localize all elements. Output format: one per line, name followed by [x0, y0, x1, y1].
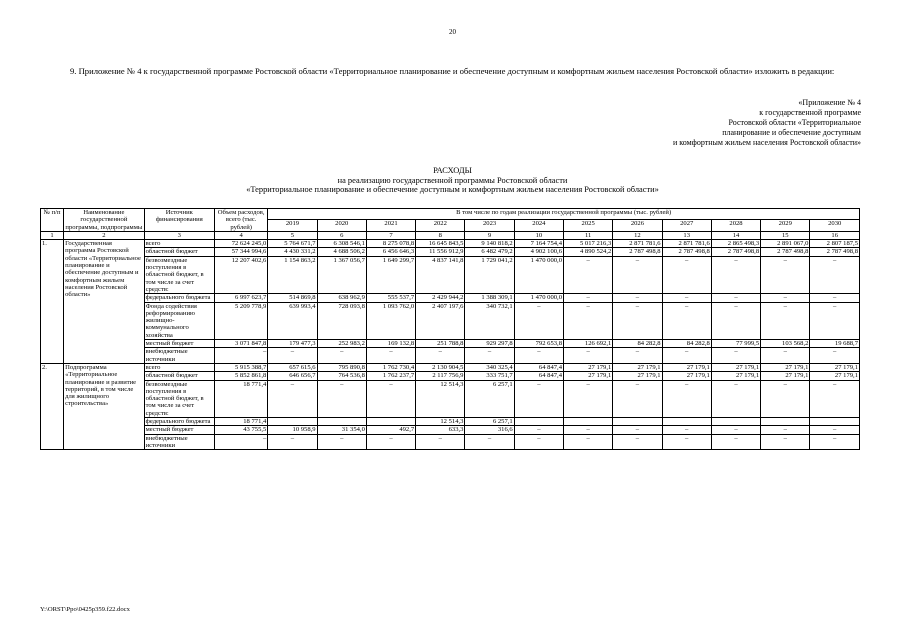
- year-amount: 2 429 944,2: [416, 294, 465, 302]
- table-row: [41, 363, 860, 371]
- header-year: 2021: [366, 220, 415, 231]
- header-year: 2024: [514, 220, 563, 231]
- year-amount: 6 257,1: [465, 380, 514, 417]
- year-amount: –: [317, 348, 366, 364]
- header-year: 2025: [564, 220, 613, 231]
- year-amount: –: [564, 426, 613, 434]
- year-amount: –: [810, 302, 860, 339]
- program-name: Государственная программа Ростовской области «Территориальное планирование и обеспечение доступным и комфортным жильем населения Ростовской области»: [64, 240, 144, 364]
- funding-source: безвозмездные поступления в областной бюджет, в том числе за счет средств:: [144, 256, 214, 293]
- year-amount: –: [514, 348, 563, 364]
- header-name: Наименование государственной программы, подпрограммы: [65, 209, 143, 231]
- year-amount: [613, 418, 662, 426]
- year-amount: 1 388 309,1: [465, 294, 514, 302]
- year-amount: –: [366, 434, 415, 450]
- column-index-cell: 12: [613, 231, 662, 239]
- year-amount: 6 257,1: [465, 418, 514, 426]
- year-amount: –: [662, 426, 711, 434]
- year-amount: –: [613, 294, 662, 302]
- year-amount: 251 788,8: [416, 340, 465, 348]
- column-index-cell: 9: [465, 231, 514, 239]
- year-amount: –: [416, 434, 465, 450]
- year-amount: 27 179,1: [613, 363, 662, 371]
- year-amount: –: [268, 348, 317, 364]
- header-by-years: В том числе по годам реализации государственной программы (тыс. рублей): [268, 209, 860, 220]
- year-amount: 633,3: [416, 426, 465, 434]
- appendix-line: Ростовской области «Территориальное: [728, 118, 861, 127]
- year-amount: –: [268, 380, 317, 417]
- funding-source: областной бюджет: [144, 248, 214, 256]
- total-amount: 12 207 402,6: [215, 256, 268, 293]
- year-amount: 1 762 237,7: [366, 372, 415, 380]
- year-amount: 2 787 498,8: [711, 248, 760, 256]
- year-amount: 2 891 067,0: [761, 240, 810, 248]
- year-amount: –: [711, 380, 760, 417]
- column-index-cell: 15: [761, 231, 810, 239]
- year-amount: 126 692,1: [564, 340, 613, 348]
- total-amount: 5 852 861,8: [215, 372, 268, 380]
- file-path-footer: Y:\ORST\Ppo\0425p359.f22.docx: [40, 606, 130, 613]
- total-amount: 43 755,5: [215, 426, 268, 434]
- year-amount: [317, 418, 366, 426]
- year-amount: –: [465, 434, 514, 450]
- year-amount: 2 787 498,8: [810, 248, 860, 256]
- document-title: [0, 166, 905, 195]
- funding-source: всего: [144, 240, 214, 248]
- year-amount: 929 297,8: [465, 340, 514, 348]
- header-total: Объем расходов, всего (тыс. рублей): [215, 209, 268, 232]
- year-amount: 27 179,1: [761, 363, 810, 371]
- year-amount: 27 179,1: [564, 363, 613, 371]
- year-amount: –: [564, 302, 613, 339]
- year-amount: 19 688,7: [810, 340, 860, 348]
- year-amount: 657 615,6: [268, 363, 317, 371]
- year-amount: –: [564, 380, 613, 417]
- column-index-cell: 1: [41, 231, 64, 239]
- appendix-line: и комфортным жильем населения Ростовской области»: [672, 138, 861, 147]
- year-amount: –: [711, 294, 760, 302]
- year-amount: 27 179,1: [711, 363, 760, 371]
- appendix-header: [601, 98, 861, 148]
- year-amount: –: [317, 380, 366, 417]
- year-amount: 2 865 498,3: [711, 240, 760, 248]
- year-amount: 11 556 912,9: [416, 248, 465, 256]
- year-amount: 1 367 056,7: [317, 256, 366, 293]
- year-amount: 340 325,4: [465, 363, 514, 371]
- year-amount: –: [662, 256, 711, 293]
- year-amount: –: [810, 294, 860, 302]
- year-amount: 639 993,4: [268, 302, 317, 339]
- table-row: [41, 348, 860, 364]
- year-amount: 492,7: [366, 426, 415, 434]
- year-amount: 77 999,5: [711, 340, 760, 348]
- year-amount: 4 902 100,6: [514, 248, 563, 256]
- year-amount: 4 890 524,2: [564, 248, 613, 256]
- year-amount: 2 787 498,8: [613, 248, 662, 256]
- year-amount: 728 093,8: [317, 302, 366, 339]
- year-amount: 6 482 479,2: [465, 248, 514, 256]
- year-amount: 8 275 078,8: [366, 240, 415, 248]
- year-amount: –: [465, 348, 514, 364]
- year-amount: 7 164 754,4: [514, 240, 563, 248]
- year-amount: –: [317, 434, 366, 450]
- year-amount: –: [761, 348, 810, 364]
- header-year: 2019: [268, 220, 317, 231]
- funding-source: безвозмездные поступления в областной бюджет, в том числе за счет средств:: [144, 380, 214, 417]
- year-amount: 2 130 904,5: [416, 363, 465, 371]
- year-amount: 333 751,7: [465, 372, 514, 380]
- year-amount: –: [761, 256, 810, 293]
- year-amount: –: [564, 256, 613, 293]
- year-amount: 5 764 671,7: [268, 240, 317, 248]
- year-amount: –: [564, 434, 613, 450]
- year-amount: –: [662, 302, 711, 339]
- year-amount: [711, 418, 760, 426]
- year-amount: 2 871 781,6: [613, 240, 662, 248]
- year-amount: 2 787 498,8: [761, 248, 810, 256]
- year-amount: –: [662, 294, 711, 302]
- column-index-cell: 6: [317, 231, 366, 239]
- year-amount: 1 470 000,0: [514, 294, 563, 302]
- column-index-cell: 13: [662, 231, 711, 239]
- year-amount: –: [514, 302, 563, 339]
- appendix-line: к государственной программе: [759, 108, 861, 117]
- program-name: Подпрограмма «Территориальное планирование и развитие территорий, в том числе для жилищного строительства»: [64, 363, 144, 449]
- column-index-cell: 14: [711, 231, 760, 239]
- column-index-cell: 3: [144, 231, 214, 239]
- intro-paragraph: 9. Приложение № 4 к государственной программе Ростовской области «Территориальное планирование и обеспечение доступным и комфортным жильем населения Ростовской области» изложить в редакции:: [70, 66, 835, 76]
- year-amount: 16 645 843,5: [416, 240, 465, 248]
- total-amount: –: [215, 348, 268, 364]
- year-amount: –: [366, 380, 415, 417]
- appendix-line: планирование и обеспечение доступным: [722, 128, 861, 137]
- year-amount: –: [514, 434, 563, 450]
- year-amount: –: [761, 434, 810, 450]
- year-amount: 2 807 187,5: [810, 240, 860, 248]
- year-amount: –: [366, 348, 415, 364]
- year-amount: 252 983,2: [317, 340, 366, 348]
- year-amount: 340 732,1: [465, 302, 514, 339]
- table-row: [41, 380, 860, 417]
- year-amount: 6 456 646,3: [366, 248, 415, 256]
- total-amount: 6 997 623,7: [215, 294, 268, 302]
- column-index-cell: 5: [268, 231, 317, 239]
- year-amount: 555 537,7: [366, 294, 415, 302]
- year-amount: 169 132,8: [366, 340, 415, 348]
- year-amount: –: [711, 426, 760, 434]
- year-amount: –: [761, 380, 810, 417]
- title-line-1: РАСХОДЫ: [433, 166, 472, 175]
- year-amount: 12 514,3: [416, 418, 465, 426]
- year-amount: 27 179,1: [711, 372, 760, 380]
- table-row: [41, 294, 860, 302]
- year-amount: 1 729 041,2: [465, 256, 514, 293]
- year-amount: [268, 418, 317, 426]
- year-amount: –: [613, 434, 662, 450]
- year-amount: –: [514, 426, 563, 434]
- year-amount: –: [613, 348, 662, 364]
- year-amount: 1 470 000,0: [514, 256, 563, 293]
- table-row: [41, 302, 860, 339]
- year-amount: 4 688 506,2: [317, 248, 366, 256]
- year-amount: 27 179,1: [810, 363, 860, 371]
- funding-source: всего: [144, 363, 214, 371]
- year-amount: –: [268, 434, 317, 450]
- year-amount: 6 308 546,1: [317, 240, 366, 248]
- year-amount: 1 762 730,4: [366, 363, 415, 371]
- year-amount: 27 179,1: [662, 363, 711, 371]
- year-amount: 103 568,2: [761, 340, 810, 348]
- year-amount: –: [564, 294, 613, 302]
- year-amount: 64 847,4: [514, 363, 563, 371]
- header-num: № п/п: [41, 209, 64, 232]
- header-year: 2026: [613, 220, 662, 231]
- year-amount: 1 093 762,0: [366, 302, 415, 339]
- table-row: [41, 426, 860, 434]
- header-source: Источник финансирования: [144, 209, 214, 232]
- year-amount: –: [662, 380, 711, 417]
- funding-source: местный бюджет: [144, 340, 214, 348]
- year-amount: –: [711, 302, 760, 339]
- column-index-row: [41, 231, 860, 239]
- year-amount: 638 962,9: [317, 294, 366, 302]
- year-amount: 4 430 331,2: [268, 248, 317, 256]
- year-amount: 1 649 299,7: [366, 256, 415, 293]
- page-number: 20: [449, 28, 456, 36]
- funding-source: федерального бюджета: [144, 294, 214, 302]
- year-amount: [564, 418, 613, 426]
- year-amount: 316,6: [465, 426, 514, 434]
- header-year: 2023: [465, 220, 514, 231]
- year-amount: 2 407 197,6: [416, 302, 465, 339]
- column-index-cell: 16: [810, 231, 860, 239]
- header-year: 2020: [317, 220, 366, 231]
- total-amount: 18 771,4: [215, 380, 268, 417]
- year-amount: –: [514, 380, 563, 417]
- year-amount: [810, 418, 860, 426]
- year-amount: 31 354,0: [317, 426, 366, 434]
- year-amount: 84 282,8: [662, 340, 711, 348]
- funding-source: федерального бюджета: [144, 418, 214, 426]
- total-amount: 3 071 847,8: [215, 340, 268, 348]
- table-row: [41, 418, 860, 426]
- year-amount: 9 140 818,2: [465, 240, 514, 248]
- year-amount: 84 282,8: [613, 340, 662, 348]
- year-amount: 12 514,3: [416, 380, 465, 417]
- table-row: [41, 372, 860, 380]
- year-amount: –: [810, 380, 860, 417]
- header-year: 2028: [711, 220, 760, 231]
- year-amount: 27 179,1: [761, 372, 810, 380]
- table-row: [41, 248, 860, 256]
- year-amount: –: [810, 256, 860, 293]
- year-amount: –: [564, 348, 613, 364]
- year-amount: –: [711, 348, 760, 364]
- table-row: [41, 434, 860, 450]
- year-amount: –: [761, 426, 810, 434]
- column-index-cell: 10: [514, 231, 563, 239]
- year-amount: [761, 418, 810, 426]
- year-amount: 792 653,8: [514, 340, 563, 348]
- year-amount: 27 179,1: [810, 372, 860, 380]
- column-index-cell: 7: [366, 231, 415, 239]
- year-amount: –: [810, 426, 860, 434]
- year-amount: 764 536,8: [317, 372, 366, 380]
- table-row: [41, 240, 860, 248]
- year-amount: [514, 418, 563, 426]
- year-amount: –: [761, 294, 810, 302]
- table-row: [41, 256, 860, 293]
- appendix-line: «Приложение № 4: [798, 98, 861, 107]
- year-amount: 2 117 756,9: [416, 372, 465, 380]
- total-amount: 5 915 388,7: [215, 363, 268, 371]
- year-amount: 795 890,8: [317, 363, 366, 371]
- funding-source: внебюджетные источники: [144, 434, 214, 450]
- year-amount: 4 837 141,8: [416, 256, 465, 293]
- expenses-table: [40, 208, 860, 450]
- table-row: [41, 340, 860, 348]
- year-amount: 64 847,4: [514, 372, 563, 380]
- funding-source: внебюджетные источники: [144, 348, 214, 364]
- funding-source: местный бюджет: [144, 426, 214, 434]
- header-row: [41, 209, 860, 220]
- total-amount: 5 209 778,9: [215, 302, 268, 339]
- year-amount: –: [613, 380, 662, 417]
- funding-source: областной бюджет: [144, 372, 214, 380]
- year-amount: –: [662, 348, 711, 364]
- year-amount: –: [761, 302, 810, 339]
- year-amount: –: [711, 434, 760, 450]
- year-amount: 2 787 498,8: [662, 248, 711, 256]
- year-amount: 646 656,7: [268, 372, 317, 380]
- total-amount: 18 771,4: [215, 418, 268, 426]
- column-index-cell: 2: [64, 231, 144, 239]
- year-amount: [662, 418, 711, 426]
- year-amount: 27 179,1: [662, 372, 711, 380]
- row-number: 2.: [41, 363, 64, 449]
- funding-source: Фонда содействия реформированию жилищно-коммунального хозяйства: [144, 302, 214, 339]
- year-amount: 1 154 863,2: [268, 256, 317, 293]
- year-amount: 5 017 216,3: [564, 240, 613, 248]
- title-line-3: «Территориальное планирование и обеспечение доступным и комфортным жильем населения Ростовской области»: [246, 185, 659, 195]
- header-year: 2030: [810, 220, 860, 231]
- total-amount: 72 624 245,0: [215, 240, 268, 248]
- year-amount: 10 958,9: [268, 426, 317, 434]
- column-index-cell: 11: [564, 231, 613, 239]
- year-amount: 179 477,3: [268, 340, 317, 348]
- year-amount: –: [416, 348, 465, 364]
- header-year: 2022: [416, 220, 465, 231]
- year-amount: –: [810, 434, 860, 450]
- year-amount: –: [662, 434, 711, 450]
- year-amount: 2 871 781,6: [662, 240, 711, 248]
- total-amount: 57 344 994,6: [215, 248, 268, 256]
- year-amount: –: [711, 256, 760, 293]
- year-amount: –: [810, 348, 860, 364]
- total-amount: –: [215, 434, 268, 450]
- header-year: 2029: [761, 220, 810, 231]
- header-year: 2027: [662, 220, 711, 231]
- year-amount: [366, 418, 415, 426]
- title-line-2: на реализацию государственной программы Ростовской области: [337, 175, 568, 185]
- year-amount: 27 179,1: [613, 372, 662, 380]
- year-amount: 514 869,8: [268, 294, 317, 302]
- column-index-cell: 4: [215, 231, 268, 239]
- year-amount: –: [613, 302, 662, 339]
- year-amount: –: [613, 256, 662, 293]
- row-number: 1.: [41, 240, 64, 364]
- year-amount: –: [613, 426, 662, 434]
- column-index-cell: 8: [416, 231, 465, 239]
- year-amount: 27 179,1: [564, 372, 613, 380]
